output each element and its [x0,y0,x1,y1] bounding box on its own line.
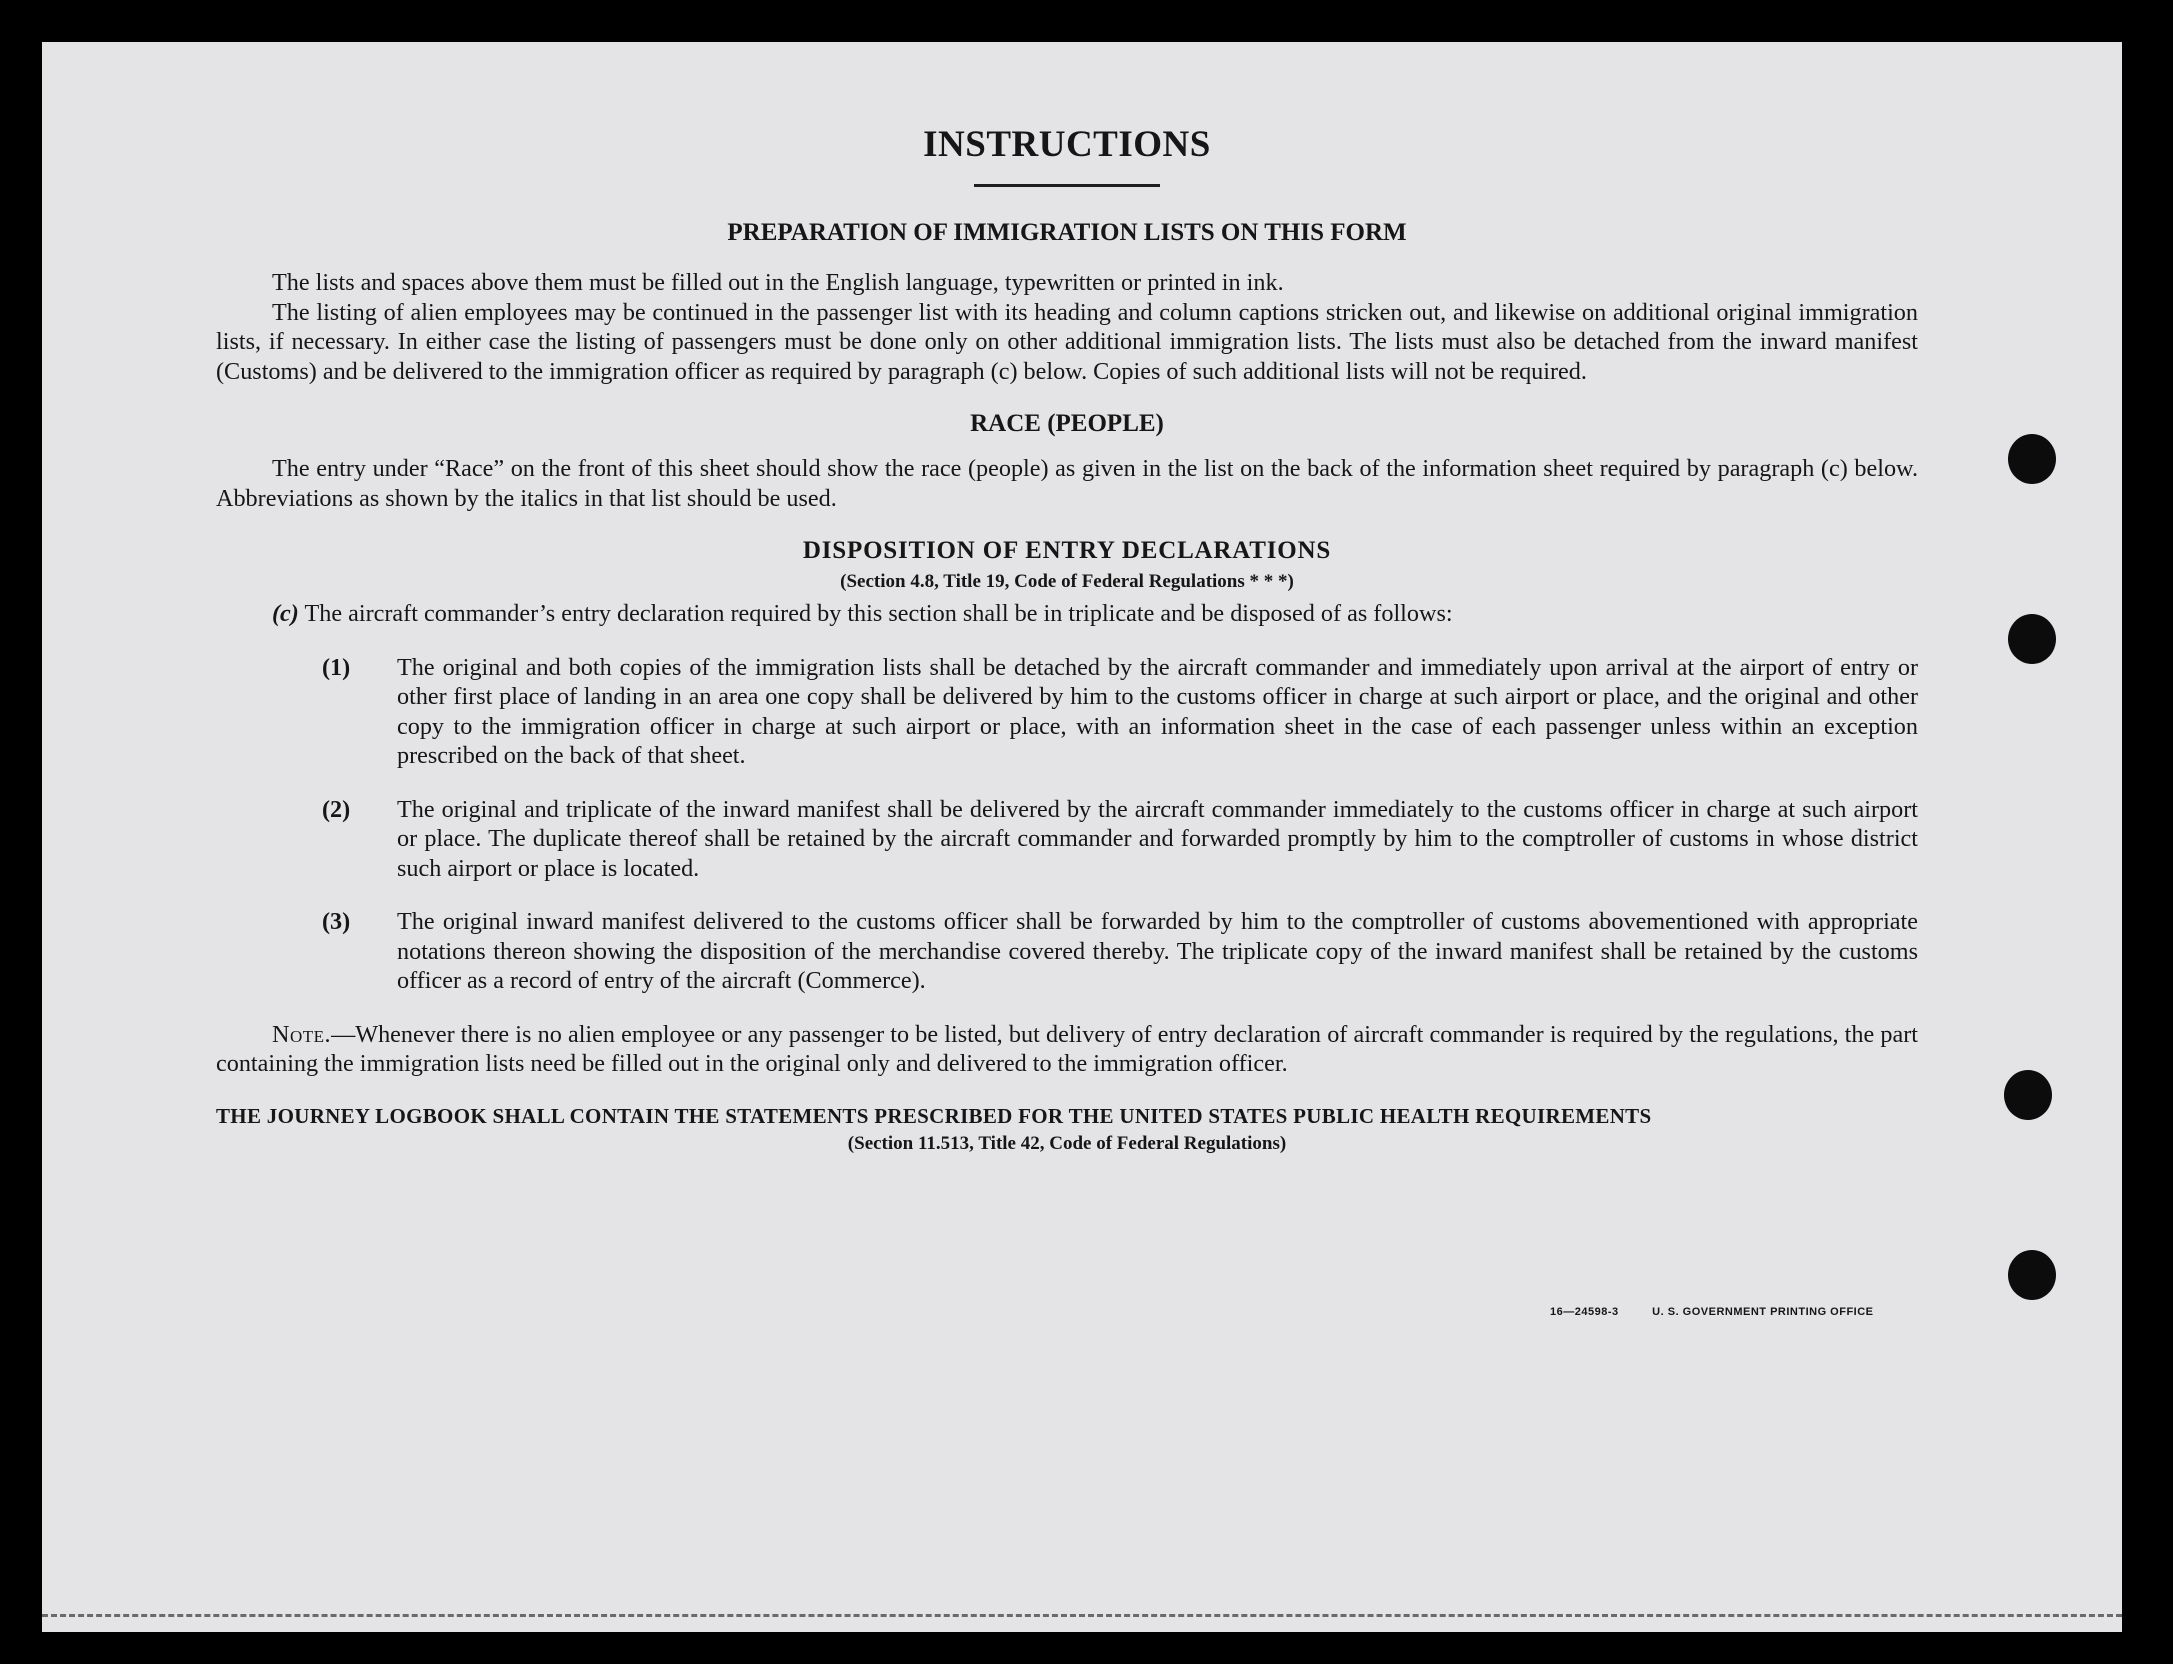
list-item-number: (2) [322,795,351,823]
paragraph-c-intro [216,599,1918,629]
paragraph-c-label: (c) [272,600,299,627]
punch-hole [2008,1250,2056,1300]
list-item-number: (3) [322,908,351,935]
document-sheet [42,42,2122,1632]
heading-disposition: DISPOSITION OF ENTRY DECLARATIONS [802,537,1332,564]
paragraph-c-text: The aircraft commander’s entry declaration required by this section shall be in triplicate and be disposed of as follows: [304,600,1453,627]
list-item-number: (1) [322,653,351,681]
list-item-3 [216,907,1918,996]
printer-imprint [1550,1306,1874,1318]
note-paragraph [216,1020,1918,1079]
printing-office: U. S. GOVERNMENT PRINTING OFFICE [1652,1306,1874,1318]
list-item-text: The original and triplicate of the inward manifest shall be delivered by the aircraft commander immediately to the customs officer in charge at such airport or place. The duplicate thereof shall be retained by the aircraft commander and forwarded promptly by him to the comptroller of customs in whose district such airport or place is located. [397,795,1918,882]
paragraph-alien-employees: The listing of alien employees may be continued in the passenger list with its heading and column captions stricken out, and likewise on additional original immigration lists, if necessary. In either case the listing of passengers must be done only on other additional immigration lists. The lists must also be detached from the inward manifest (Customs) and be delivered to the immigration officer as required by paragraph (c) below. Copies of such additional lists will not be required. [216,298,1918,385]
paragraph-race-entry: The entry under “Race” on the front of this sheet should show the race (people) as given in the list on the back of the information sheet required by paragraph (c) below. Abbreviations as shown by the italics in that list should be used. [216,455,1918,512]
heading-preparation: PREPARATION OF IMMIGRATION LISTS ON THIS FORM [727,219,1407,246]
punch-hole [2008,614,2056,664]
list-item-text: The original inward manifest delivered to the customs officer shall be forwarded by him to the comptroller of customs abovementioned with appropriate notations thereon showing the disposition of the merchandise covered thereby. The triplicate copy of the inward manifest shall be retained by the customs officer as a record of entry of the aircraft (Commerce). [397,908,1918,994]
form-number: 16—24598-3 [1550,1306,1619,1318]
list-item-text: The original and both copies of the immigration lists shall be detached by the aircraft commander and immediately upon arrival at the airport of entry or other first place of landing in an area one copy shall be delivered by him to the customs officer in charge at such airport or place, and the original and other copy to the immigration officer in charge at such airport or place, with an information sheet in the case of each passenger unless within an exception prescribed on the back of that sheet. [397,653,1918,769]
logbook-statement: THE JOURNEY LOGBOOK SHALL CONTAIN THE STATEMENTS PRESCRIBED FOR THE UNITED STATES PUBLIC HEALTH REQUIREMENTS [216,1103,1652,1128]
punch-hole [2008,434,2056,484]
page-title: INSTRUCTIONS [923,124,1211,165]
list-item-2 [216,795,1918,884]
instructions-body [216,120,1918,1157]
punch-hole [2004,1070,2052,1120]
sheet-bottom-edge [42,1614,2122,1617]
citation-title-19: (Section 4.8, Title 19, Code of Federal Regulations * * *) [840,571,1294,592]
title-underline [974,184,1160,187]
paragraph-language: The lists and spaces above them must be filled out in the English language, typewritten or printed in ink. [272,269,1284,296]
citation-title-42: (Section 11.513, Title 42, Code of Federal Regulations) [847,1132,1287,1154]
list-item-1 [216,653,1918,771]
heading-race: RACE (PEOPLE) [970,410,1164,437]
note-text: —Whenever there is no alien employee or any passenger to be listed, but delivery of entry declaration of aircraft commander is required by the regulations, the part containing the immigration lists need be filled out in the original only and delivered to the immigration officer. [216,1020,1918,1077]
note-label: Note. [272,1020,332,1048]
